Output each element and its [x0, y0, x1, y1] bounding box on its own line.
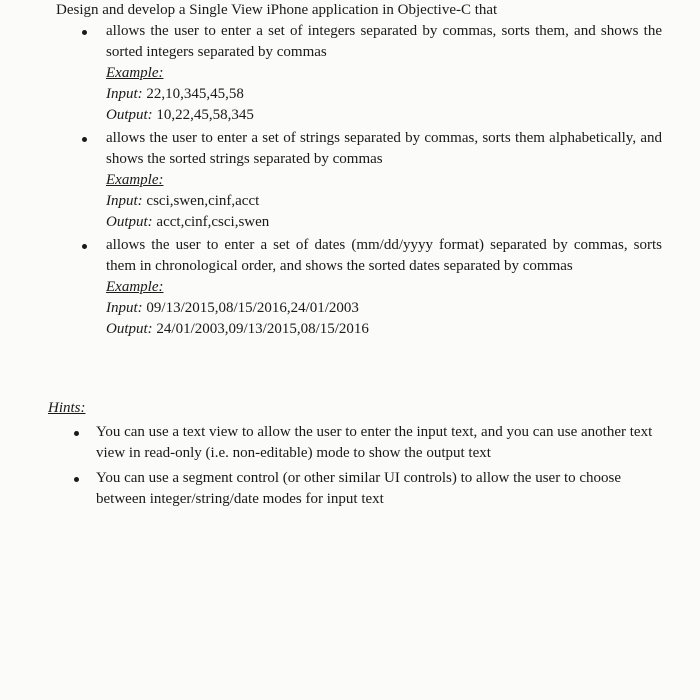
example-input: [106, 191, 662, 212]
example-title: Example:: [106, 65, 164, 81]
output-value: acct,cinf,csci,swen: [152, 214, 270, 230]
bullet-icon: [82, 244, 87, 249]
input-label: Input:: [106, 300, 143, 316]
hint-item: [74, 468, 664, 510]
example-output: [106, 212, 662, 233]
hint-text: You can use a text view to allow the user to enter the input text, and you can use another text view in read-only (i.e. non-editable) mode to show the output text: [96, 424, 653, 461]
output-label: Output:: [106, 321, 153, 337]
example-title: Example:: [106, 279, 164, 295]
hint-text: You can use a segment control (or other similar UI controls) to allow the user to choose between integer/string/date modes for input text: [96, 470, 622, 507]
hints-title: Hints:: [48, 400, 86, 416]
hints-list: [74, 422, 664, 510]
example-output: [106, 319, 662, 340]
output-value: 10,22,45,58,345: [152, 107, 254, 123]
example-input: [106, 84, 662, 105]
requirements-list: [82, 21, 662, 340]
example-output: [106, 105, 662, 126]
requirement-text: allows the user to enter a set of integers separated by commas, sorts them, and shows the sorted integers separated by commas: [106, 23, 662, 60]
example-block: [106, 277, 662, 340]
input-label: Input:: [106, 86, 143, 102]
hint-item: [74, 422, 664, 464]
input-value: csci,swen,cinf,acct: [142, 193, 260, 209]
requirement-text: allows the user to enter a set of dates (mm/dd/yyyy format) separated by commas, sorts them in chronological order, and shows the sorted dates separated by commas: [106, 237, 662, 274]
input-label: Input:: [106, 193, 143, 209]
input-value: 09/13/2015,08/15/2016,24/01/2003: [142, 300, 359, 316]
requirement-text: allows the user to enter a set of strings separated by commas, sorts them alphabetically, and shows the sorted strings separated by commas: [106, 130, 662, 167]
example-block: [106, 170, 662, 233]
example-block: [106, 63, 662, 126]
bullet-icon: [74, 477, 79, 482]
requirement-strings: [82, 128, 662, 233]
requirement-dates: [82, 235, 662, 340]
bullet-icon: [82, 30, 87, 35]
output-label: Output:: [106, 214, 153, 230]
bullet-icon: [82, 137, 87, 142]
requirement-integers: [82, 21, 662, 126]
example-title: Example:: [106, 172, 164, 188]
example-input: [106, 298, 662, 319]
bullet-icon: [74, 431, 79, 436]
output-value: 24/01/2003,09/13/2015,08/15/2016: [152, 321, 369, 337]
output-label: Output:: [106, 107, 153, 123]
input-value: 22,10,345,45,58: [142, 86, 244, 102]
intro-text: Design and develop a Single View iPhone application in Objective-C that: [56, 2, 498, 18]
